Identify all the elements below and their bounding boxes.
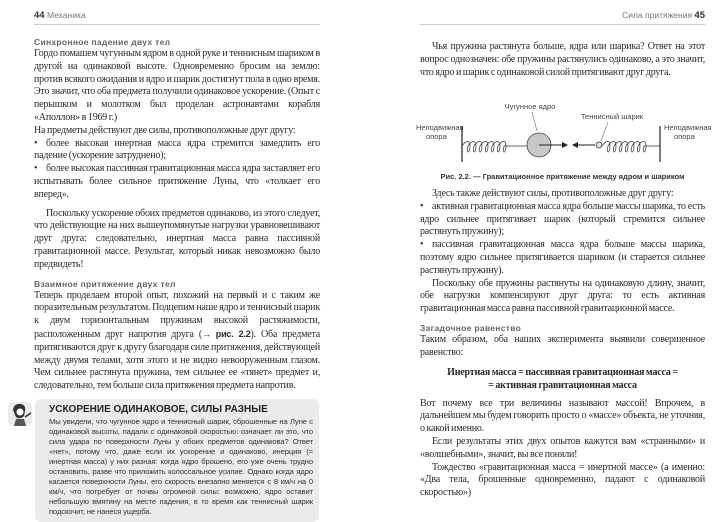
page-number: 44 <box>34 10 45 21</box>
bullet-item: • более высокая пассивная гравитационная масса ядра заставляет его испытывать более сильное притяжение Луны, что «толкает его вперед». <box>34 163 320 201</box>
figure-caption: Рис. 2.2. — Гравитационное притяжение между ядром и шариком <box>440 172 685 181</box>
header-divider <box>420 24 705 25</box>
scientist-avatar-icon <box>6 400 34 428</box>
spring-diagram <box>412 100 712 172</box>
header-divider <box>34 24 320 25</box>
paragraph: Гордо помашем чугунным ядром в одной руке и теннисным шариком в другой на одинаковой высоте. Одновременно бросим на землю: против всякого ожидания и ядро и шарик достигнут пола в одно время. Это значит, что оба предмета получили одинаковое ускорение. (Опыт с перышком и молотком был проделан астронавтами корабля «Аполлон» в 1969 г.) <box>34 48 320 123</box>
formula-line: = активная гравитационная масса <box>488 379 637 391</box>
paragraph: Поскольку ускорение обоих предметов одинаково, из этого следует, что действующие на них вышеупомянутые нагрузки уравновешивают друг друга: следовательно, инертная масса равна пассивной гравитационной массе. Результат, который никак невозможно было предвидеть! <box>34 207 320 270</box>
callout-title: УСКОРЕНИЕ ОДИНАКОВОЕ, СИЛЫ РАЗНЫЕ <box>49 404 268 415</box>
label-left-support: Неподвижная <box>416 123 464 132</box>
right-spring <box>602 142 660 153</box>
left-page-body <box>34 36 320 393</box>
paragraph: Таким образом, оба наших эксперимента выявили совершенное равенство: <box>420 333 705 358</box>
running-head: Механика <box>46 10 86 20</box>
right-page-header <box>622 10 705 21</box>
right-page-body <box>420 188 705 500</box>
page-number: 45 <box>694 10 705 21</box>
paragraph: Чья пружина растянута больше, ядра или шарика? Ответ на этот вопрос однозначен: обе пружины растянулись одинаково, а это значит, что ядро и шарик с одинаковой силой притягивают друг друга. <box>420 41 705 78</box>
paragraph: Теперь проделаем второй опыт, похожий на первый и с таким же поразительным результатом. Подцепим наше ядро и теннисный шарик к двум горизонтальным пружинам высокой растяжимости, расположенным друг напротив друга (→ рис. 2.2). Оба предмета притягиваются друг к другу благодаря силе притяжения, действующей между двумя телами, хотя этого и не видно невооруженным глазом. Чем сильнее растянута пружина, тем сильнее ее «тянет» предмет и, следовательно, тем больше сила притяжения предмета напротив. <box>34 289 320 392</box>
right-page-intro <box>420 41 705 79</box>
left-page-header <box>34 10 86 21</box>
bullet-item: • пассивная гравитационная масса ядра больше массы шарика, поэтому ядро сильнее притягивается шариком (и старается сильнее растянуть пружину). <box>420 239 705 277</box>
paragraph: Поскольку обе пружины растянуты на одинаковую длину, значит, обе нагрузки компенсируют друг друга: то есть активная гравитационная масса равна пассивной гравитационной массе. <box>420 277 705 315</box>
paragraph: Тождество «гравитационная масса = инертной массе» (а именно: «Два тела, брошенные одновременно, падают с одинаковой скоростью») <box>420 461 705 499</box>
bullet-item: • активная гравитационная масса ядра больше массы шарика, то есть ядро сильнее притягивает шарик (который стремится сильнее растянуть пружину); <box>420 201 705 239</box>
callout-box <box>35 399 319 522</box>
label-tennis-ball: Теннисный шарик <box>580 112 644 121</box>
paragraph: Если результаты этих двух опытов кажутся вам «странными» и «волшебными», значит, вы все поняли! <box>420 435 705 460</box>
paragraph: Здесь также действуют силы, противоположные друг другу: <box>432 188 674 199</box>
label-cannonball: Чугунное ядро <box>504 102 556 111</box>
bullet-item: • более высокая инертная масса ядра стремится замедлить его падение (ускорение затруднено); <box>34 138 320 164</box>
paragraph: На предметы действуют две силы, противоположные друг другу: <box>34 124 296 136</box>
paragraph: Вот почему все три величины называют массой! Впрочем, в дальнейшем мы будем говорить просто о «массе» объекта, не уточняя, о какой именно. <box>420 397 705 435</box>
tennis-ball <box>596 142 602 148</box>
arrow-left-icon <box>572 142 578 148</box>
section-heading: Загадочное равенство <box>420 322 522 333</box>
arrow-right-icon <box>562 142 568 148</box>
label-right-support: Неподвижная <box>664 123 712 132</box>
callout-text: Мы увидели, что чугунное ядро и теннисный шарик, сброшенные на Луне с одинаковой высоты, падали с одинаковой скоростью: означает ли это, что сила удара по поверхности Луны у обоих предметов одинакова? Ответ «нет», потому что, даже если их ускорение и одинаково, инерция (= инертная масса) у них разная: когда ядро брошено, его уже очень трудно остановить, разве что приложить колоссальное усилие. Однако когда ядро касается поверхности Луны, его скорость внезапно меняется с 8 км/ч на 0 км/ч, что потребует от почвы огромной силы: возможно, ядро оставит небольшую вмятину на месте падения, в то время как теннисный шарик подскочит, не нанеся ущерба. <box>49 417 313 516</box>
section-heading: Синхронное падение двух тел <box>34 37 171 47</box>
formula-line: Инертная масса = пассивная гравитационная масса = <box>447 366 678 378</box>
running-head: Сила притяжения <box>622 10 693 20</box>
left-spring <box>462 142 528 153</box>
section-heading: Взаимное притяжение двух тел <box>34 278 176 289</box>
svg-text:опора: опора <box>674 132 695 141</box>
svg-text:опора: опора <box>426 132 447 141</box>
figure-reference-link[interactable]: → рис. 2.2 <box>201 328 251 339</box>
